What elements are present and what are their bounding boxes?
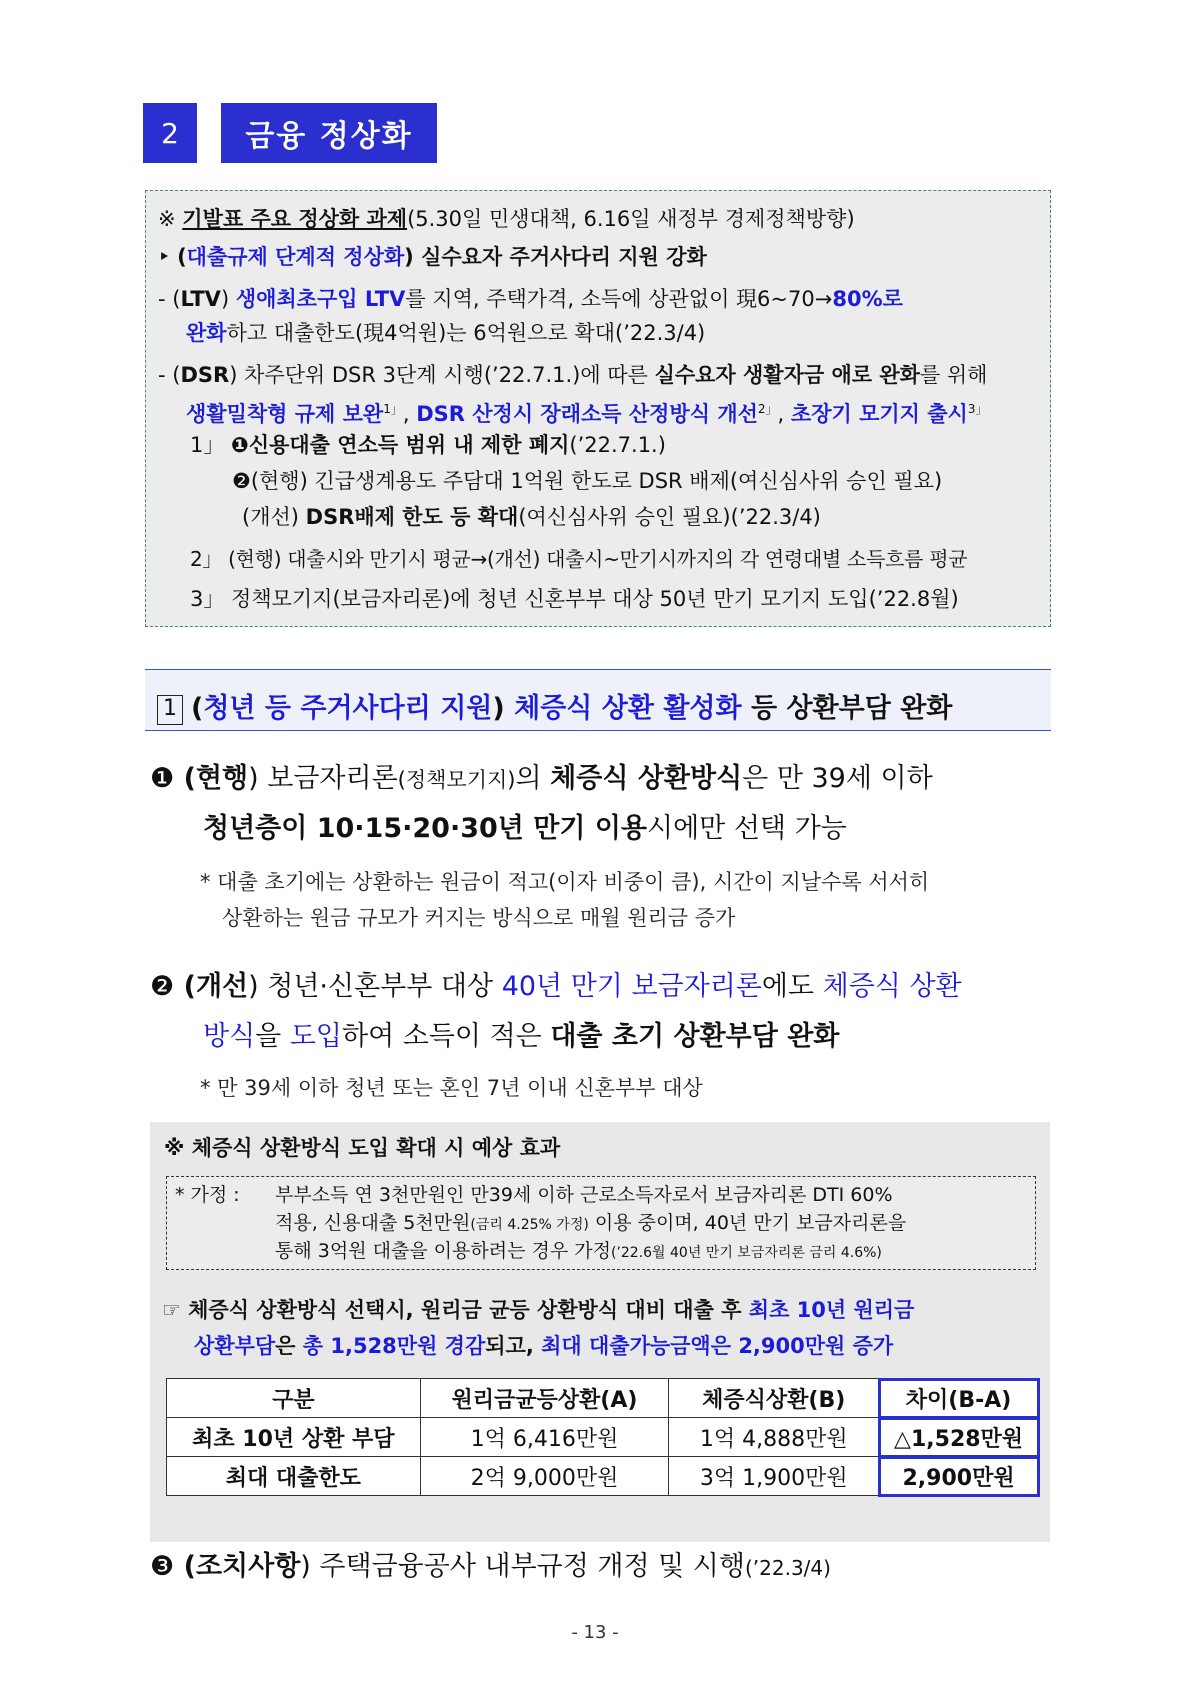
table-header: 구분: [167, 1379, 421, 1418]
footnote-1: 1」 ❶신용대출 연소득 범위 내 제한 폐지(’22.7.1.): [190, 433, 666, 457]
table-header: 원리금균등상환(A): [420, 1379, 669, 1418]
summary-header: ※ 기발표 주요 정상화 과제(5.30일 민생대책, 6.16일 새정부 경제정책방향): [158, 207, 855, 231]
table-row: [167, 1418, 1039, 1457]
table-cell: 최대 대출한도: [167, 1457, 421, 1496]
subsection-number: 1: [157, 695, 183, 725]
section-number: 2: [143, 103, 197, 163]
item-2-line-2: 방식을 도입하여 소득이 적은 대출 초기 상환부담 완화: [203, 1021, 840, 1052]
item-1-line-2: 청년층이 10·15·20·30년 만기 이용시에만 선택 가능: [203, 813, 847, 844]
assumption-label: * 가정 :: [175, 1184, 240, 1206]
table-cell: 2억 9,000만원: [420, 1457, 669, 1496]
item-1-note-1: * 대출 초기에는 상환하는 원금이 적고(이자 비중이 큼), 시간이 지날수록 서서히: [200, 870, 930, 894]
summary-subheader: ‣ (대출규제 단계적 정상화) 실수요자 주거사다리 지원 강화: [158, 245, 707, 269]
footnote-3: 3」 정책모기지(보금자리론)에 청년 신혼부부 대상 50년 만기 모기지 도입(’22.8월): [190, 587, 959, 611]
circled-1-icon: ❶: [150, 763, 175, 794]
subsection-title: 1 (청년 등 주거사다리 지원) 체증식 상환 활성화 등 상환부담 완화: [157, 686, 952, 725]
assumption-line-3: 통해 3억원 대출을 이용하려는 경우 가정(’22.6월 40년 만기 보금자리론 금리 4.6%): [275, 1240, 882, 1262]
circled-2-icon: ❷: [150, 971, 175, 1002]
circled-3-icon: ❸: [150, 1551, 175, 1582]
page-number: - 13 -: [571, 1622, 619, 1643]
footnote-1-improved: (개선) DSR배제 한도 등 확대(여신심사위 승인 필요)(’22.3/4): [242, 505, 821, 529]
subsection-banner: [145, 669, 1051, 731]
assumption-line-2: 적용, 신용대출 5천만원(금리 4.25% 가정) 이용 중이며, 40년 만기 보금자리론을: [275, 1212, 907, 1234]
comparison-table: [166, 1378, 1039, 1496]
effect-title: ※ 체증식 상환방식 도입 확대 시 예상 효과: [164, 1136, 561, 1160]
item-3-line: ❸ (조치사항) 주택금융공사 내부규정 개정 및 시행(’22.3/4): [150, 1551, 831, 1582]
table-header-row: [167, 1379, 1039, 1418]
assumption-line-1: 부부소득 연 3천만원인 만39세 이하 근로소득자로서 보금자리론 DTI 60%: [275, 1184, 893, 1206]
table-cell: △1,528만원: [879, 1418, 1039, 1457]
summary-box: [145, 190, 1051, 627]
footnote-1-current: ❷(현행) 긴급생계용도 주담대 1억원 한도로 DSR 배제(여신심사위 승인 필요): [232, 469, 943, 493]
ltv-line-1: - (LTV) 생애최초구입 LTV를 지역, 주택가격, 소득에 상관없이 現6~70→80%로: [158, 287, 903, 311]
table-row: [167, 1457, 1039, 1496]
table-cell: 1억 4,888만원: [669, 1418, 879, 1457]
table-header: 차이(B-A): [879, 1379, 1039, 1418]
dsr-line-1: - (DSR) 차주단위 DSR 3단계 시행(’22.7.1.)에 따른 실수요자 생활자금 애로 완화를 위해: [158, 363, 988, 387]
footnote-2: 2」 (현행) 대출시와 만기시 평균→(개선) 대출시~만기시까지의 각 연령대별 소득흐름 평균: [190, 547, 968, 571]
item-1-line-1: ❶ (현행) 보금자리론(정책모기지)의 체증식 상환방식은 만 39세 이하: [150, 763, 933, 794]
effect-result-1: ☞ 체증식 상환방식 선택시, 원리금 균등 상환방식 대비 대출 후 최초 10년 원리금: [162, 1298, 915, 1322]
effect-result-2: 상환부담은 총 1,528만원 경감되고, 최대 대출가능금액은 2,900만원 증가: [194, 1334, 894, 1358]
item-1-note-2: 상환하는 원금 규모가 커지는 방식으로 매월 원리금 증가: [222, 906, 736, 930]
table-cell: 3억 1,900만원: [669, 1457, 879, 1496]
assumption-box: [166, 1176, 1036, 1270]
table-cell: 최초 10년 상환 부담: [167, 1418, 421, 1457]
dsr-line-2: 생활밀착형 규제 보완$^{1」}$, DSR 산정시 장래소득 산정방식 개선$^{2」}$, 초장기 모기지 출시$^{3」}$: [186, 402, 988, 426]
table-cell: 2,900만원: [879, 1457, 1039, 1496]
table-cell: 1억 6,416만원: [420, 1418, 669, 1457]
table-header: 체증식상환(B): [669, 1379, 879, 1418]
section-title: 금융 정상화: [221, 103, 437, 163]
item-2-line-1: ❷ (개선) 청년·신혼부부 대상 40년 만기 보금자리론에도 체증식 상환: [150, 971, 962, 1002]
item-2-note: * 만 39세 이하 청년 또는 혼인 7년 이내 신혼부부 대상: [200, 1076, 703, 1100]
ltv-line-2: 완화하고 대출한도(現4억원)는 6억원으로 확대(’22.3/4): [186, 321, 706, 345]
